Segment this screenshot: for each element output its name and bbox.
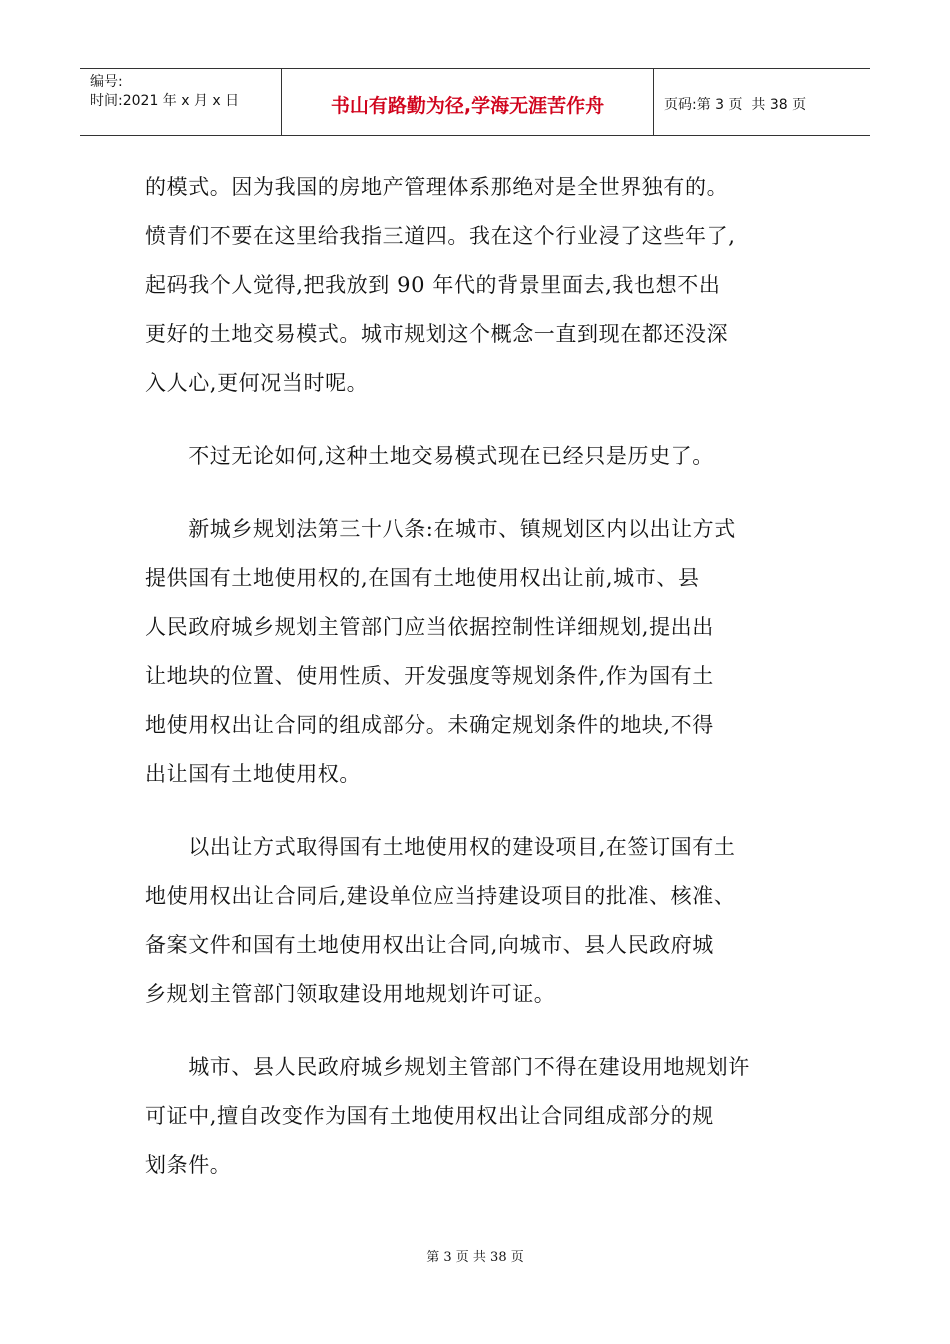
text-line: 地使用权出让合同的组成部分。未确定规划条件的地块,不得: [145, 713, 714, 737]
text-line: 更好的土地交易模式。城市规划这个概念一直到现在都还没深: [145, 322, 729, 346]
paragraph-gap: [145, 1019, 810, 1043]
paragraph-gap: [145, 799, 810, 823]
text-line: 划条件。: [145, 1153, 232, 1177]
header-meta: [80, 69, 282, 135]
text-line: 入人心,更何况当时呢。: [145, 371, 369, 395]
text-line: 乡规划主管部门领取建设用地规划许可证。: [145, 982, 556, 1006]
text-line: 起码我个人觉得,把我放到 90 年代的背景里面去,我也想不出: [145, 273, 721, 297]
header-page-number: 页码:第 3 页 共 38 页: [664, 97, 807, 113]
document-body: [145, 163, 810, 1190]
paragraph: [145, 432, 810, 481]
text-line: 城市、县人民政府城乡规划主管部门不得在建设用地规划许: [145, 1055, 750, 1079]
text-line: 不过无论如何,这种土地交易模式现在已经只是历史了。: [145, 444, 714, 468]
paragraph: [145, 823, 810, 1019]
page-header: [80, 68, 870, 136]
header-motto: 书山有路勤为径,学海无涯苦作舟: [282, 69, 654, 135]
document-number: 编号:: [90, 74, 123, 90]
page-footer: 第 3 页 共 38 页: [426, 1250, 524, 1265]
paragraph-gap: [145, 408, 810, 432]
text-line: 可证中,擅自改变作为国有土地使用权出让合同组成部分的规: [145, 1104, 714, 1128]
header-page-info: [654, 69, 870, 135]
document-date: 时间:2021 年 x 月 x 日: [90, 93, 240, 109]
text-line: 人民政府城乡规划主管部门应当依据控制性详细规划,提出出: [145, 615, 714, 639]
text-line: 新城乡规划法第三十八条:在城市、镇规划区内以出让方式: [145, 517, 736, 541]
text-line: 提供国有土地使用权的,在国有土地使用权出让前,城市、县: [145, 566, 700, 590]
text-line: 地使用权出让合同后,建设单位应当持建设项目的批准、核准、: [145, 884, 736, 908]
text-line: 备案文件和国有土地使用权出让合同,向城市、县人民政府城: [145, 933, 714, 957]
text-line: 出让国有土地使用权。: [145, 762, 361, 786]
text-line: 愤青们不要在这里给我指三道四。我在这个行业浸了这些年了,: [145, 224, 736, 248]
paragraph-gap: [145, 481, 810, 505]
text-line: 的模式。因为我国的房地产管理体系那绝对是全世界独有的。: [145, 175, 729, 199]
text-line: 让地块的位置、使用性质、开发强度等规划条件,作为国有土: [145, 664, 714, 688]
paragraph: [145, 505, 810, 799]
text-line: 以出让方式取得国有土地使用权的建设项目,在签订国有土: [145, 835, 736, 859]
paragraph: [145, 1043, 810, 1190]
paragraph: [145, 163, 810, 408]
